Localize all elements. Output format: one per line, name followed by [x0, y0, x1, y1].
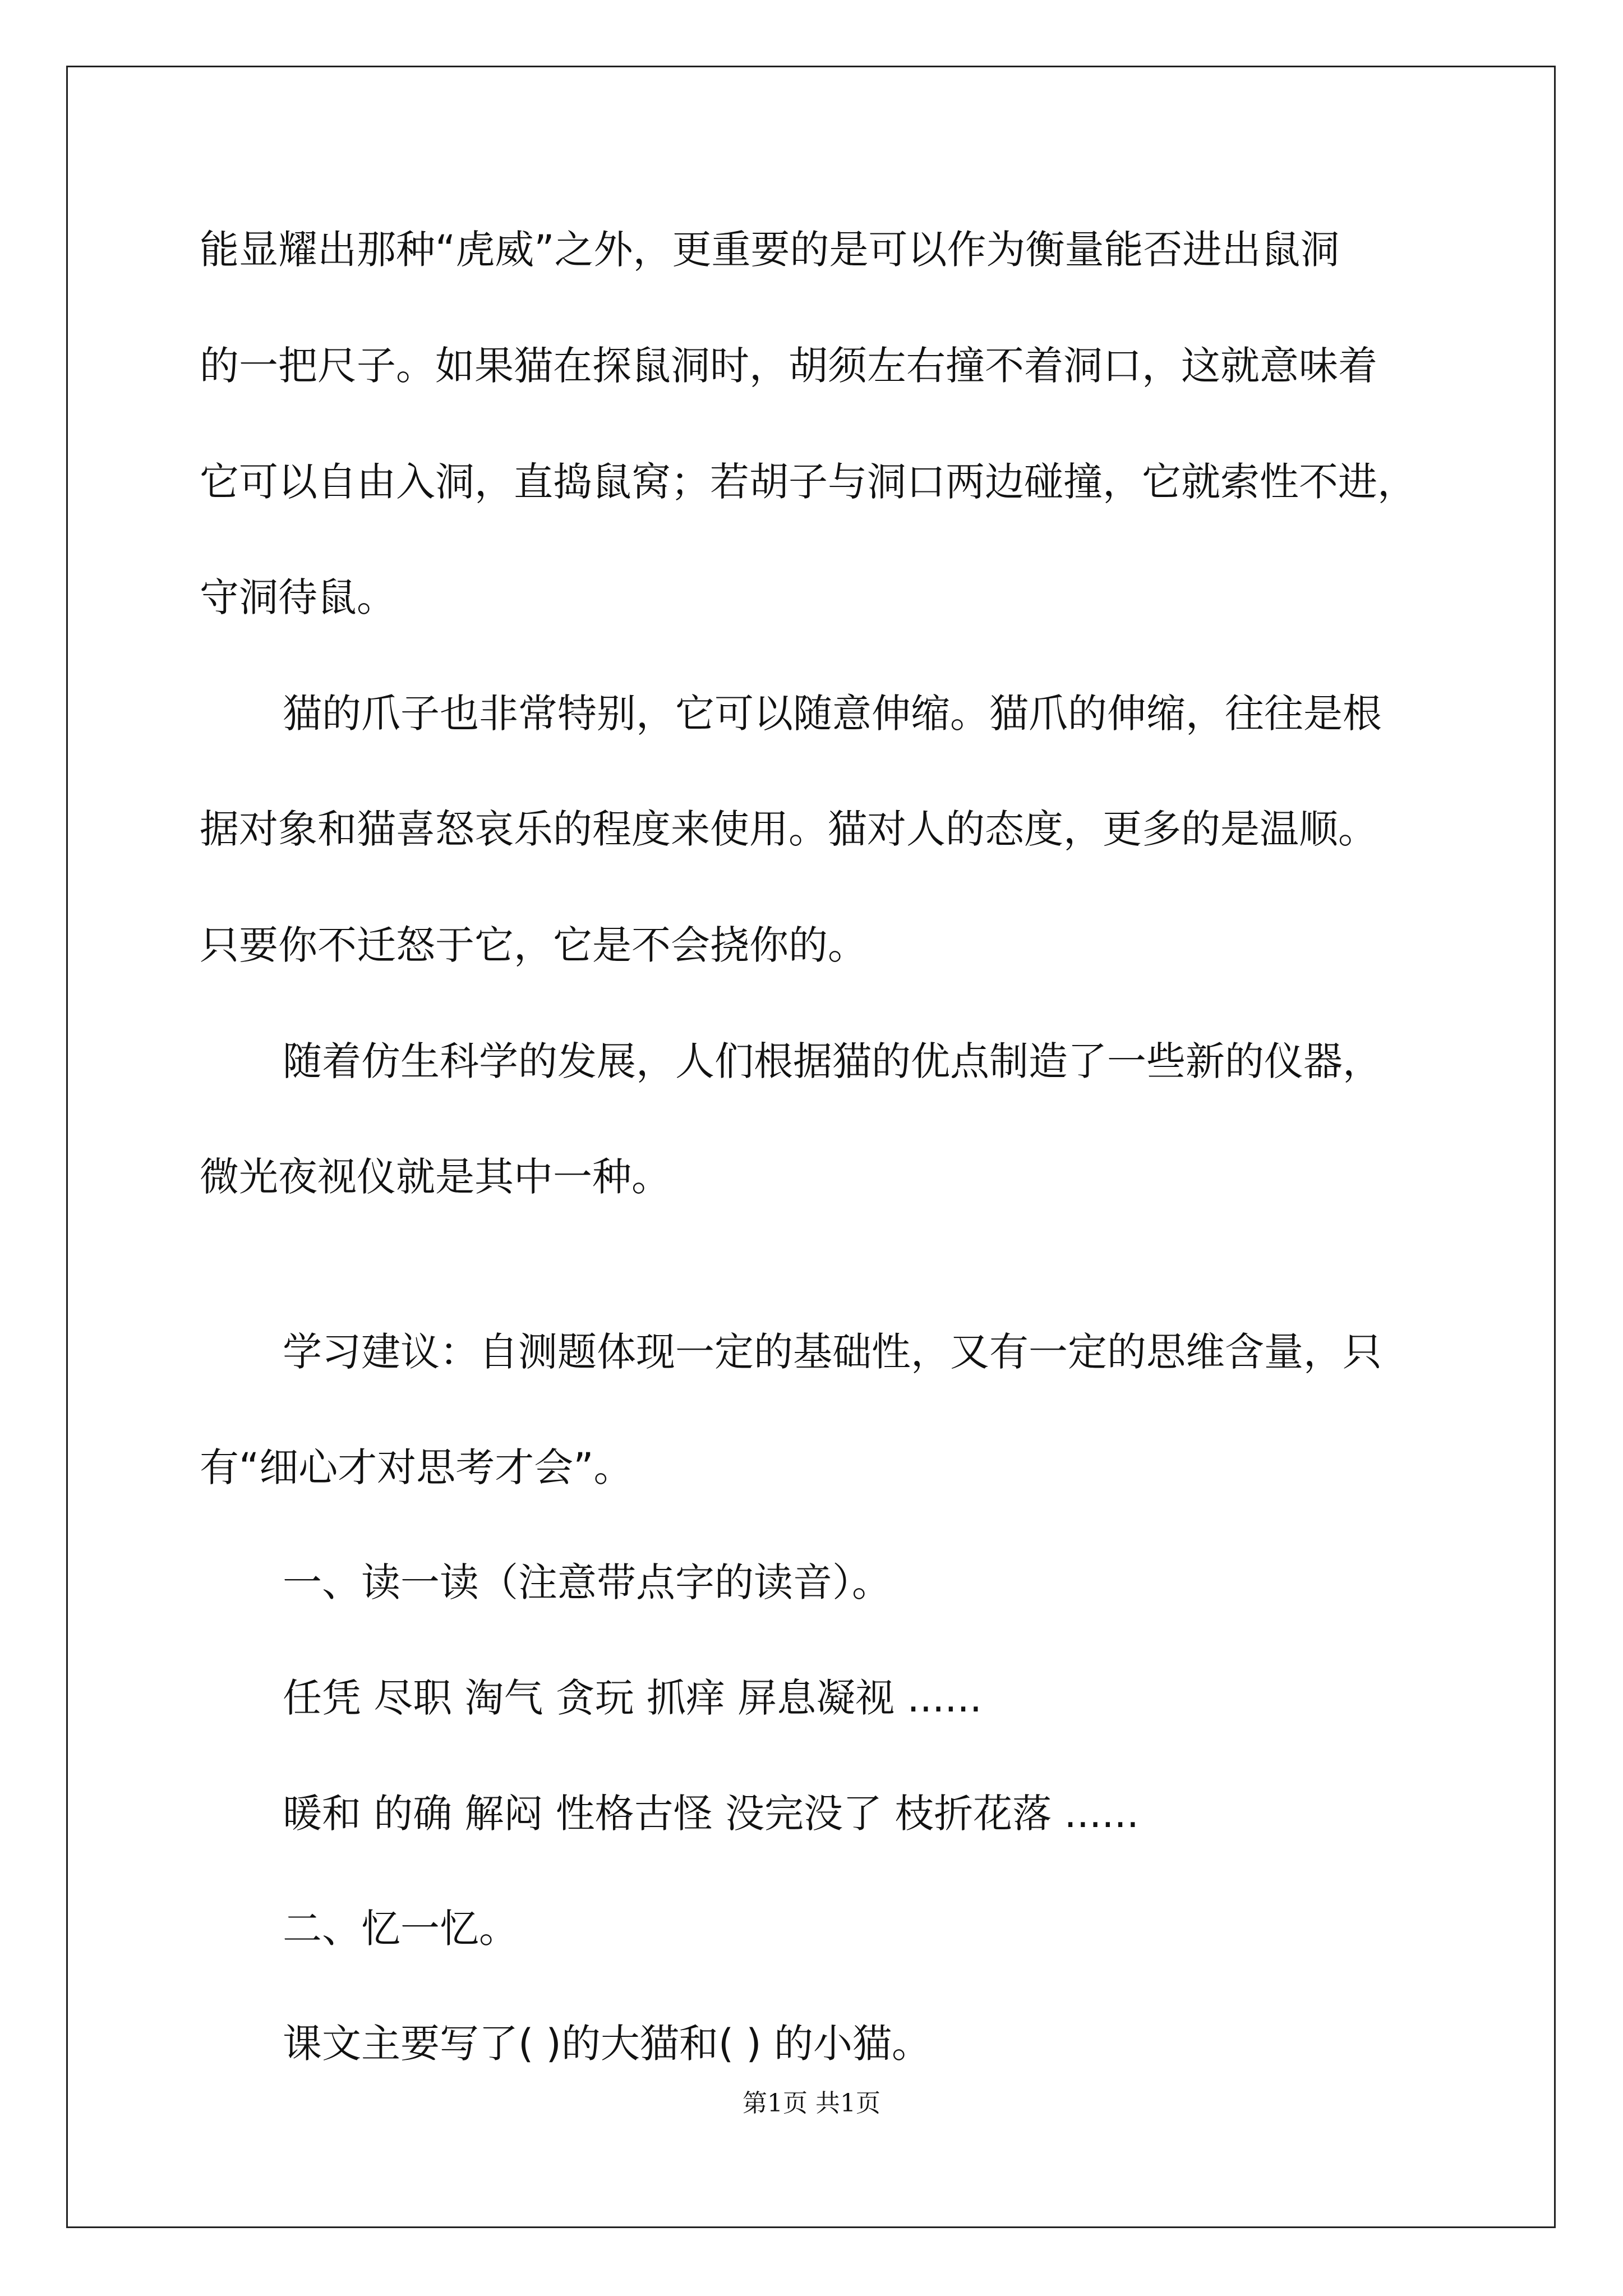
paragraph-line-2: 的一把尺子。如果猫在探鼠洞时，胡须左右撞不着洞口，这就意味着: [200, 343, 1377, 389]
paragraph-line-7: 只要你不迁怒于它，它是不会挠你的。: [200, 922, 867, 968]
paragraph-line-1: 能显耀出那种“虎威”之外，更重要的是可以作为衡量能否进出鼠洞: [200, 227, 1340, 273]
study-advice-line-1: 学习建议：自测题体现一定的基础性，又有一定的思维含量，只: [283, 1329, 1382, 1375]
word-list-2: 暖和 的确 解闷 性格古怪 没完没了 枝折花落 ......: [283, 1791, 1140, 1837]
study-advice-line-2: 有“细心才对思考才会”。: [200, 1444, 633, 1490]
paragraph-line-8: 随着仿生科学的发展，人们根据猫的优点制造了一些新的仪器，: [283, 1038, 1382, 1084]
exercise-heading-2: 二、忆一忆。: [283, 1906, 518, 1952]
fill-in-question: 课文主要写了( )的大猫和( ) 的小猫。: [283, 2021, 931, 2067]
paragraph-line-5: 猫的爪子也非常特别，它可以随意伸缩。猫爪的伸缩，往往是根: [283, 691, 1382, 737]
exercise-heading-1: 一、读一读（注意带点字的读音）。: [283, 1559, 891, 1605]
paragraph-line-6: 据对象和猫喜怒哀乐的程度来使用。猫对人的态度，更多的是温顺。: [200, 806, 1377, 852]
word-list-1: 任凭 尽职 淘气 贪玩 抓痒 屏息凝视 ......: [283, 1675, 983, 1721]
paragraph-line-3: 它可以自由入洞，直捣鼠窝；若胡子与洞口两边碰撞，它就索性不进，: [200, 459, 1417, 505]
page-footer: 第1页 共1页: [743, 2089, 880, 2118]
paragraph-line-4: 守洞待鼠。: [200, 574, 396, 620]
paragraph-line-9: 微光夜视仪就是其中一种。: [200, 1154, 671, 1200]
